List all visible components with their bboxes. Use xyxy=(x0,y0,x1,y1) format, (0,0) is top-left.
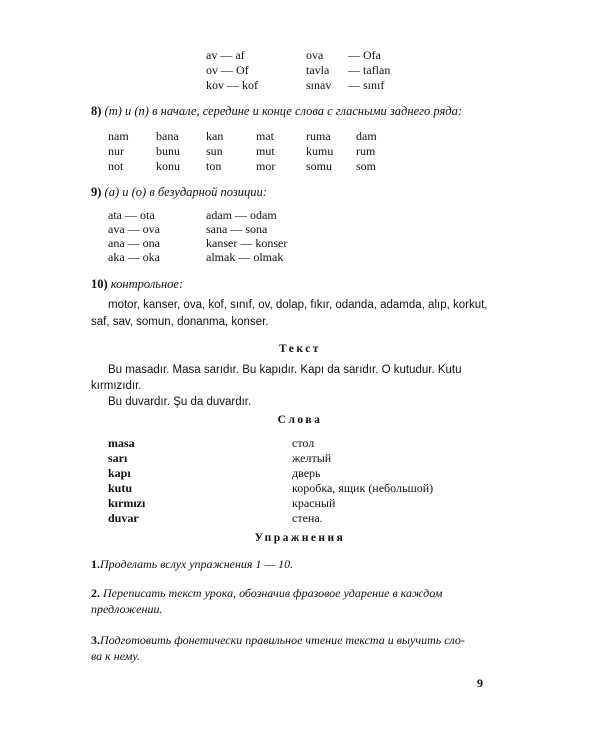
pair-right-b: — Ofa xyxy=(348,48,381,62)
pair-left: kov — kof xyxy=(206,78,258,92)
pair-right-b: — taflan xyxy=(348,63,391,77)
table-cell: bunu xyxy=(156,144,180,158)
table-cell: ata — ota xyxy=(108,208,155,222)
section-10-title: контрольное: xyxy=(110,277,184,291)
text-line-1: Bu masadır. Masa sarıdır. Bu kapıdır. Kapı da sarıdır. O kutudur. Kutu xyxy=(108,364,462,376)
table-cell: nur xyxy=(108,144,124,158)
table-cell: nam xyxy=(108,129,129,143)
exercise-1 xyxy=(91,557,293,572)
word-turkish: kutu xyxy=(108,481,133,495)
word-russian: коробка, ящик (небольшой) xyxy=(292,481,434,495)
table-cell: kan xyxy=(206,129,224,143)
section-10-heading xyxy=(91,277,183,292)
word-russian: желтый xyxy=(292,451,332,465)
table-cell: somu xyxy=(306,159,333,173)
section-9-title: (а) и (о) в безударной позиции: xyxy=(104,185,267,199)
word-russian: красный xyxy=(292,496,336,510)
word-russian: дверь xyxy=(292,466,321,480)
word-russian: стена. xyxy=(292,511,323,525)
exercise-2-line-1 xyxy=(91,586,442,601)
section-8-heading xyxy=(91,104,462,119)
word-turkish: sarı xyxy=(108,451,128,465)
table-cell: sana — sona xyxy=(206,222,268,236)
table-cell: ava — ova xyxy=(108,222,160,236)
table-cell: ruma xyxy=(306,129,331,143)
exercise-3-line-1 xyxy=(91,633,465,648)
word-turkish: masa xyxy=(108,436,135,450)
table-cell: konu xyxy=(156,159,180,173)
table-cell: not xyxy=(108,159,124,173)
words-section-title: Слова xyxy=(277,414,323,426)
section-8-number: 8) xyxy=(91,104,102,118)
table-cell: rum xyxy=(356,144,376,158)
word-turkish: duvar xyxy=(108,511,139,525)
pair-left: ov — Of xyxy=(206,63,249,77)
text-line-2: kırmızıdır. xyxy=(91,380,142,392)
exercise-3-line-2: ва к нему. xyxy=(91,649,140,663)
pair-right-a: ova xyxy=(306,48,324,62)
table-cell: kanser — konser xyxy=(206,236,288,250)
table-cell: almak — olmak xyxy=(206,250,284,264)
exercises-section-title: Упражнения xyxy=(254,532,346,544)
table-cell: ton xyxy=(206,159,222,173)
section-10-line-2: saf, sav, somun, donanma, konser. xyxy=(91,316,269,328)
exercise-3-number: 3. xyxy=(91,633,100,647)
text-section-title: Текст xyxy=(279,343,321,355)
table-cell: kumu xyxy=(306,144,334,158)
pair-right-a: sınav xyxy=(306,78,332,92)
table-cell: ana — ona xyxy=(108,236,160,250)
section-9-number: 9) xyxy=(91,185,102,199)
table-cell: adam — odam xyxy=(206,208,277,222)
section-9-heading xyxy=(91,185,267,200)
page-number: 9 xyxy=(477,676,483,690)
exercise-1-text: Проделать вслух упражнения 1 — 10. xyxy=(100,557,294,571)
word-turkish: kırmızı xyxy=(108,496,146,510)
exercise-2-line-2: предложении. xyxy=(91,602,163,616)
table-cell: mor xyxy=(256,159,276,173)
table-cell: aka — oka xyxy=(108,250,160,264)
word-russian: стол xyxy=(292,436,315,450)
section-10-number: 10) xyxy=(91,277,108,291)
pair-right-b: — sınıf xyxy=(348,78,385,92)
table-cell: som xyxy=(356,159,377,173)
table-cell: bana xyxy=(156,129,179,143)
exercise-1-number: 1. xyxy=(91,557,100,571)
section-10-line-1: motor, kanser, ova, kof, sınıf, ov, dolap, fıkır, odanda, adamda, alıp, korkut, xyxy=(108,299,488,311)
table-cell: mat xyxy=(256,129,274,143)
section-8-title: (т) и (п) в начале, середине и конце слова с гласными заднего ряда: xyxy=(104,104,463,118)
table-cell: sun xyxy=(206,144,223,158)
pair-right-a: tavla xyxy=(306,63,330,77)
table-cell: mut xyxy=(256,144,275,158)
text-line-3: Bu duvardır. Şu da duvardır. xyxy=(108,396,252,408)
exercise-2-number: 2. xyxy=(91,586,100,600)
table-cell: dam xyxy=(356,129,377,143)
word-turkish: kapı xyxy=(108,466,131,480)
exercise-2-text: Переписать текст урока, обозначив фразовое ударение в каждом xyxy=(103,586,443,600)
pair-left: av — af xyxy=(206,48,245,62)
exercise-3-text: Подготовить фонетически правильное чтение текста и выучить сло- xyxy=(100,633,465,647)
